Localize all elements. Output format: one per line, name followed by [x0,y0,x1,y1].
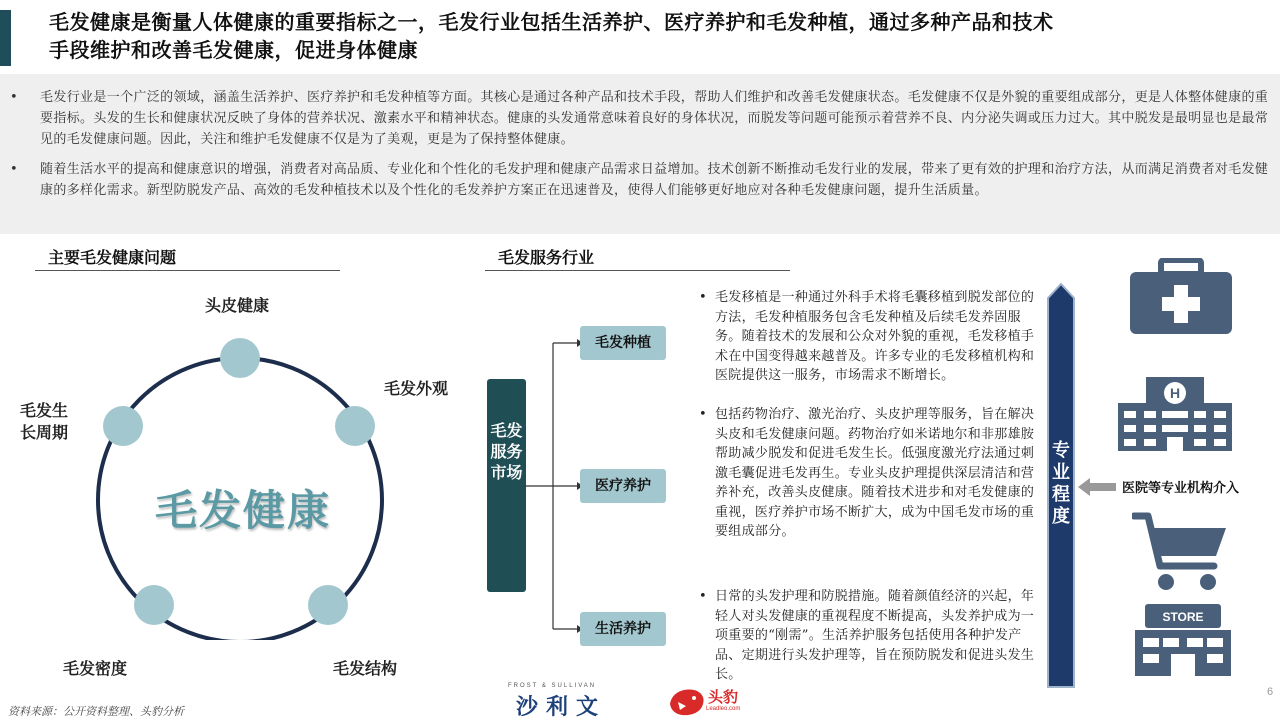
leopard-logo-url: Leadleo.com [706,706,741,712]
bullet-dot: • [699,407,707,422]
node-left [103,406,143,446]
bullet-dot: • [699,589,707,604]
professional-level-label: 专业程度 [1052,440,1070,527]
intro-paragraph-2 [10,159,1270,201]
center-title: 毛发健康 [155,486,332,535]
store-icon [1133,602,1233,678]
medical-kit-icon [1128,258,1234,336]
service-hair-transplant: 毛发种植 [580,326,666,360]
frost-sullivan-logo-text: FROST & SULLIVAN [508,683,597,689]
intro-paragraph-1 [10,87,1270,150]
service-medical-care-text: 包括药物治疗、激光治疗、头皮护理等服务，旨在解决头皮和毛发健康问题。药物治疗如米诺地尔和非那雄胺帮助减少脱发和促进毛发生长。低强度激光疗法通过刺激毛囊促进毛发再生。专业头皮护理提供深层清洁和营养补充，改善头皮健康。随着技术进步和对毛发健康的重视，医疗养护市场不断扩大，成为中国毛发市场的重要组成部分。 [715,407,1035,539]
leopard-logo-cn: 头豹 [708,689,739,706]
page-title [49,8,1249,64]
node-bottom-right [308,585,348,625]
left-section-heading: 主要毛发健康问题 [48,248,177,267]
node-top [220,338,260,378]
node-right [335,406,375,446]
intro-paragraph-1-text: 毛发行业是一个广泛的领域，涵盖生活养护、医疗养护和毛发种植等方面。其核心是通过各种产品和技术手段，帮助人们维护和改善毛发健康状态。毛发健康不仅是外貌的重要组成部分，更是人体整体健康的重要指标。头发的生长和健康状况反映了身体的营养状况、激素水平和精神状态。健康的头发通常意味着良好的身体状况，而脱发等问题可能预示着营养不良、内分泌失调或压力过大。其中脱发是最明显也是最常见的毛发健康问题。因此，关注和维护毛发健康不仅是为了美观，更是为了保持整体健康。 [40,90,1269,147]
service-daily-care: 生活养护 [580,612,666,646]
bullet-dot: • [10,162,18,177]
service-hair-transplant-text: 毛发移植是一种通过外科手术将毛囊移植到脱发部位的方法，毛发种植服务包含毛发种植及后续毛发养固服务。随着技术的发展和公众对外貌的重视，毛发移植手术在中国变得越来越普及。许多专业的毛发移植机构和医院提供这一服务，市场需求不断增长。 [715,290,1035,383]
label-growth-cycle: 毛发生长周期 [20,401,69,442]
bullet-dot: • [10,90,18,105]
service-daily-care-desc [699,587,1040,685]
page-title-line2: 手段维护和改善毛发健康，促进身体健康 [49,38,418,62]
page-title-line1: 毛发健康是衡量人体健康的重要指标之一，毛发行业包括生活养护、医疗养护和毛发种植，通过多种产品和技术 [49,10,1054,34]
intro-box [0,74,1280,234]
page-number: 6 [1267,686,1274,698]
connector-lines [525,330,585,640]
hospital-intervention-label: 医院等专业机构介入 [1122,481,1240,496]
hospital-letter: H [1169,385,1181,401]
mid-section-heading: 毛发服务行业 [498,248,595,267]
hospital-icon [1116,375,1234,453]
label-hair-appearance: 毛发外观 [384,379,449,398]
service-daily-care-text: 日常的头发护理和防脱措施。随着颜值经济的兴起，年轻人对头发健康的重视程度不断提高，头发养护成为一项重要的“刚需”。生活养护服务包括使用各种护发产品、定期进行头发护理等，旨在预防脱发和促进头发生长。 [715,589,1035,682]
service-medical-care-desc [699,405,1040,542]
label-hair-density: 毛发密度 [63,659,128,678]
market-label: 毛发服务市场 [490,421,523,482]
title-accent-bar [0,10,11,66]
gray-left-arrow-icon [1078,477,1118,497]
source-note: 资料来源：公开资料整理、头豹分析 [8,705,184,718]
service-medical-care: 医疗养护 [580,469,666,503]
shopping-cart-icon [1132,510,1228,592]
node-bottom-left [134,585,174,625]
label-scalp-health: 头皮健康 [205,296,270,315]
left-section-underline [35,270,340,271]
intro-paragraph-2-text: 随着生活水平的提高和健康意识的增强，消费者对高品质、专业化和个性化的毛发护理和健康产品需求日益增加。技术创新不断推动毛发行业的发展，带来了更有效的护理和治疗方法，从而满足消费者对毛发健康的多样化需求。新型防脱发产品、高效的毛发种植技术以及个性化的毛发养护方案正在迅速普及，使得人们能够更好地应对各种毛发健康问题，提升生活质量。 [40,162,1269,198]
mid-section-underline [485,270,790,271]
service-hair-transplant-desc [699,288,1040,386]
market-box [487,379,526,592]
label-hair-structure: 毛发结构 [333,659,398,678]
frost-sullivan-logo-cn: 沙利文 [516,694,607,720]
store-sign: STORE [1162,610,1204,624]
leopard-logo-icon [668,686,706,718]
bullet-dot: • [699,290,707,305]
